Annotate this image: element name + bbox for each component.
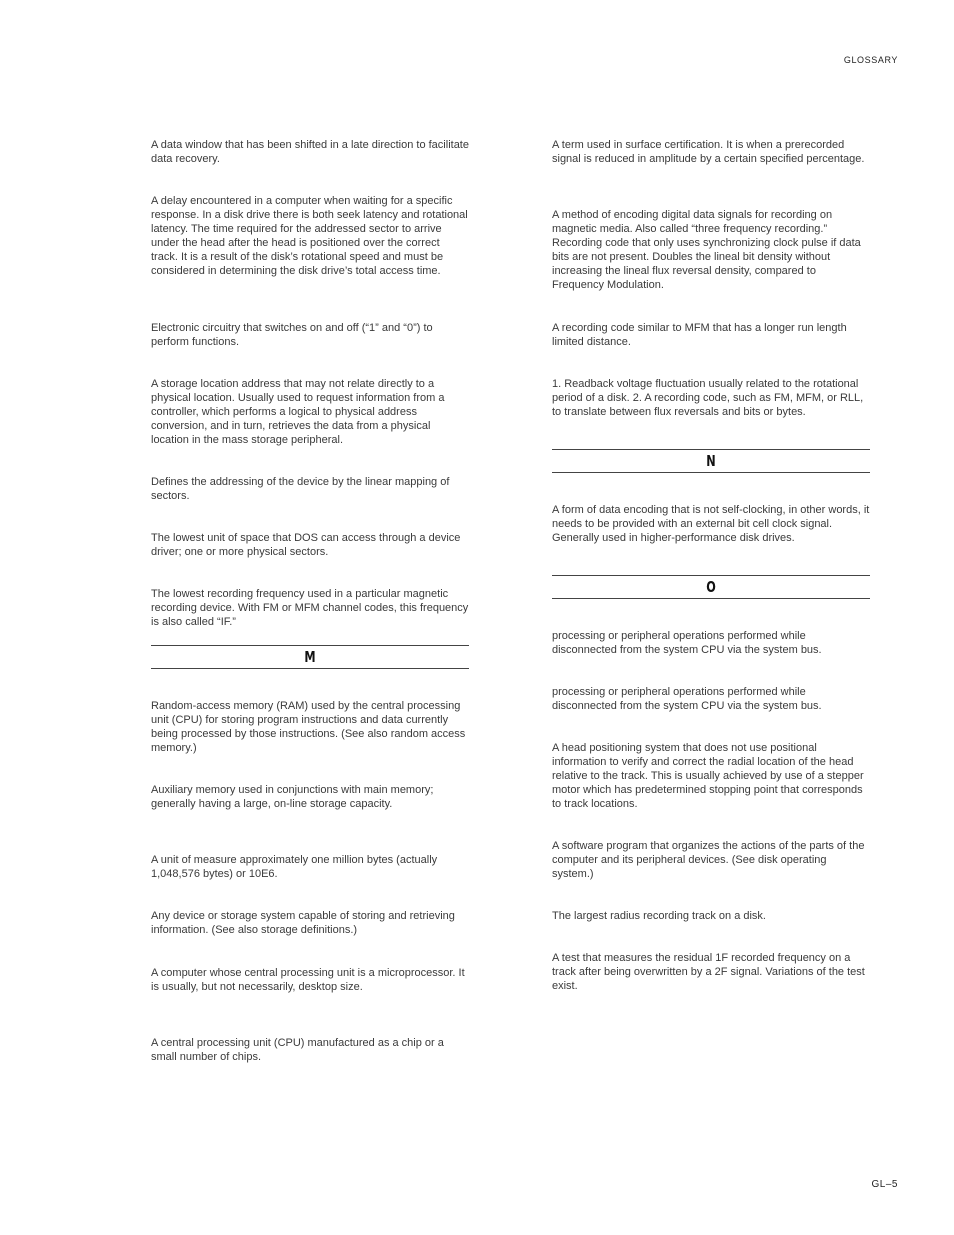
running-head: GLOSSARY [843,55,898,65]
section-letter: O [706,578,716,596]
glossary-definition: A test that measures the residual 1F recorded frequency on a track after being overwritten by a 2F signal. Variations of the test exist. [552,952,865,992]
section-header-n [552,449,870,473]
glossary-definition: A unit of measure approximately one million bytes (actually 1,048,576 bytes) or 10E6. [151,854,438,880]
glossary-definition: A method of encoding digital data signals for recording on magnetic media. Also called “three frequency recording.” Recording code that only uses synchronizing clock pulse if data bits are not present. Doubles the lineal bit density without increasing the lineal flux reversal density, compared to Frequency Modulation. [552,209,861,291]
glossary-definition: A software program that organizes the actions of the parts of the computer and its peripheral devices. (See disk operating system.) [552,840,865,880]
glossary-definition: processing or peripheral operations performed while disconnected from the system CPU via the system bus. [552,630,822,656]
glossary-definition: A form of data encoding that is not self-clocking, in other words, it needs to be provided with an external bit cell clock signal. Generally used in higher-performance disk drives. [552,504,870,544]
glossary-definition: Auxiliary memory used in conjunctions with main memory; generally having a large, on-line storage capacity. [151,784,434,810]
glossary-definition: A head positioning system that does not use positional information to verify and correct the radial location of the head relative to the track. This is usually achieved by use of a stepper motor which has predetermined stopping point that corresponds to track locations. [552,742,864,810]
glossary-definition: The largest radius recording track on a disk. [552,910,766,922]
section-header-o [552,575,870,599]
section-letter: N [706,452,716,470]
section-letter: M [304,648,316,666]
glossary-definition: The lowest unit of space that DOS can access through a device driver; one or more physical sectors. [151,532,461,558]
glossary-definition: The lowest recording frequency used in a particular magnetic recording device. With FM or MFM channel codes, this frequency is also called “IF.” [151,588,469,628]
glossary-definition: A computer whose central processing unit is a microprocessor. It is usually, but not necessarily, desktop size. [151,967,465,993]
page-number: GL–5 [871,1179,898,1190]
glossary-definition: Defines the addressing of the device by the linear mapping of sectors. [151,476,450,502]
glossary-definition: Electronic circuitry that switches on and off (“1” and “0”) to perform functions. [151,322,433,348]
glossary-definition: A storage location address that may not relate directly to a physical location. Usually used to request information from a controller, which performs a logical to physical address conversion, and in turn, retrieves the data from a physical location in the mass storage peripheral. [151,378,445,446]
glossary-definition: processing or peripheral operations performed while disconnected from the system CPU via the system bus. [552,686,822,712]
glossary-definition: 1. Readback voltage fluctuation usually related to the rotational period of a disk. 2. A recording code, such as FM, MFM, or RLL, to translate between flux reversals and bits or bytes. [552,378,864,418]
glossary-definition: Random-access memory (RAM) used by the central processing unit (CPU) for storing program instructions and data currently being processed by those instructions. (See also random access memory.) [151,700,466,754]
left-column [151,0,469,1235]
glossary-definition: A recording code similar to MFM that has a longer run length limited distance. [552,322,847,348]
glossary-definition: A term used in surface certification. It is when a prerecorded signal is reduced in amplitude by a certain specified percentage. [552,139,865,165]
glossary-definition: A data window that has been shifted in a late direction to facilitate data recovery. [151,139,469,165]
glossary-definition: A delay encountered in a computer when waiting for a specific response. In a disk drive there is both seek latency and rotational latency. The time required for the addressed sector to arrive under the head after the head is positioned over the correct track. It is a result of the disk’s rotational speed and must be considered in determining the disk drive’s total access time. [151,195,468,277]
section-header-m [151,645,469,669]
glossary-definition: Any device or storage system capable of storing and retrieving information. (See also storage definitions.) [151,910,455,936]
right-column [552,0,870,1235]
glossary-definition: A central processing unit (CPU) manufactured as a chip or a small number of chips. [151,1037,444,1063]
